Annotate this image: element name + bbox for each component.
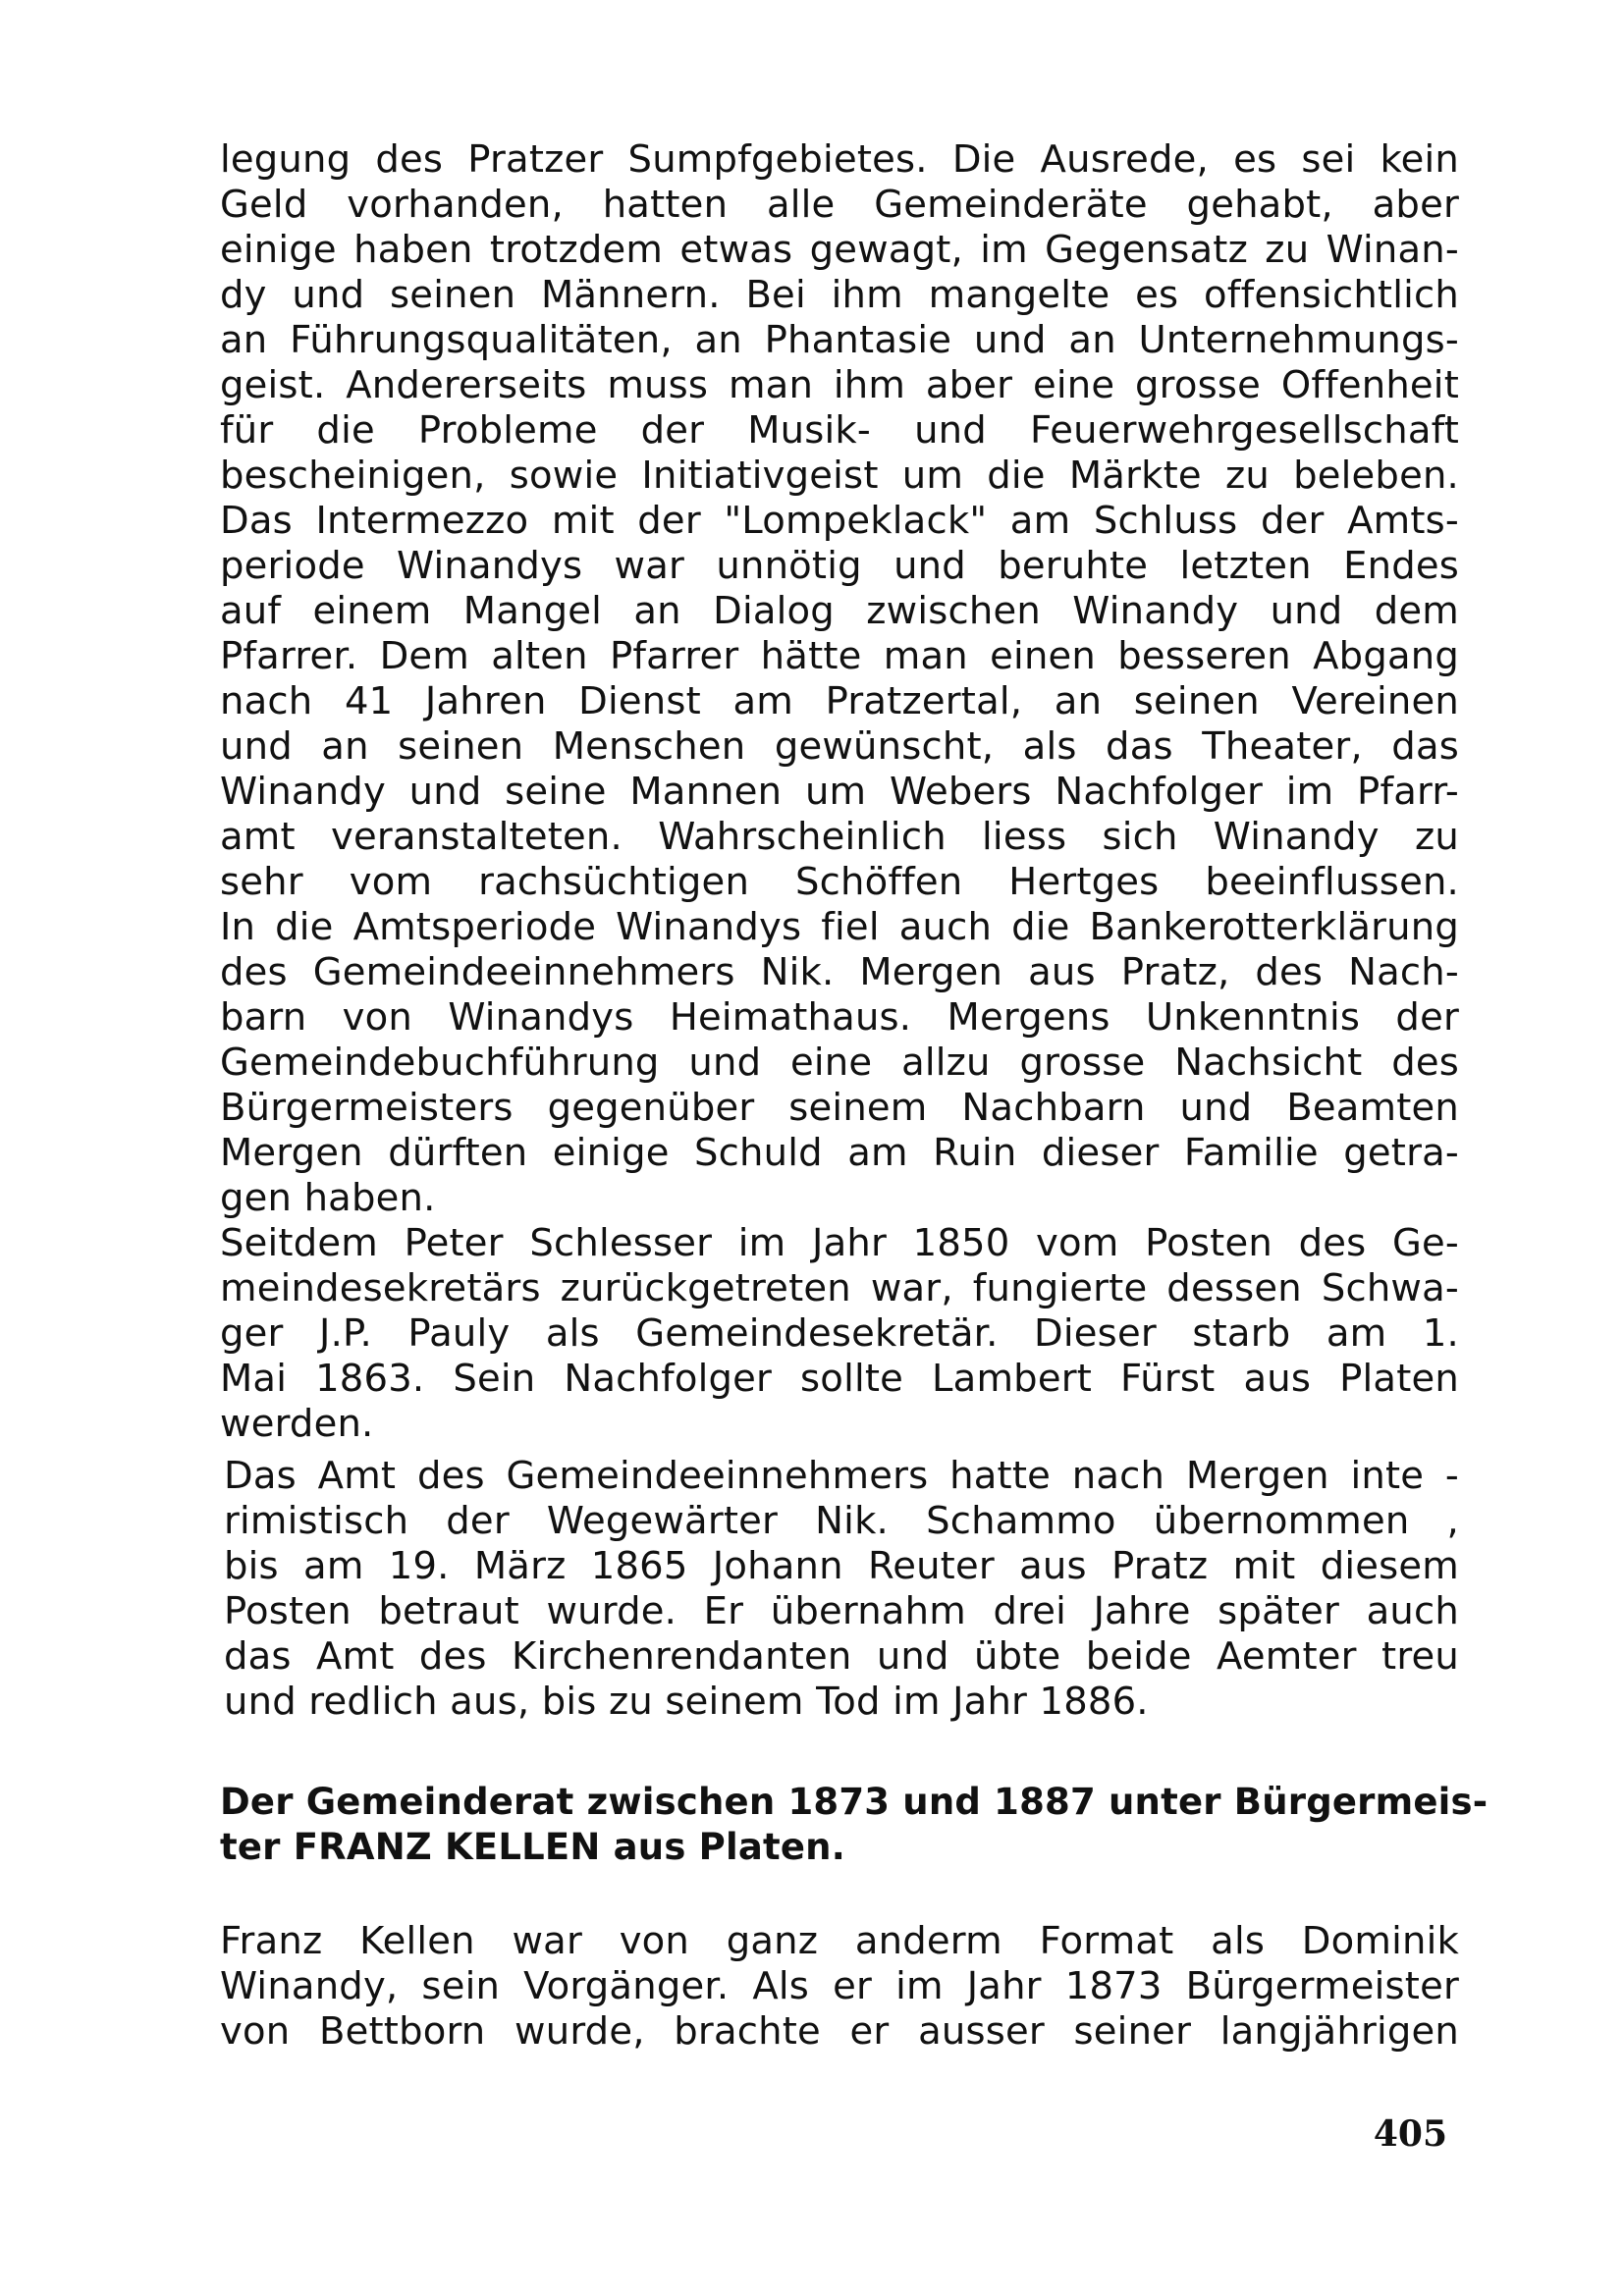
text-line: bis am 19. März 1865 Johann Reuter aus Pratz mit diesem xyxy=(224,1544,1459,1588)
heading-line: Der Gemeinderat zwischen 1873 und 1887 unter Bürgermeis- xyxy=(220,1781,1489,1823)
text-line: Gemeindebuchführung und eine allzu grosse Nachsicht des xyxy=(220,1041,1459,1085)
text-line: meindesekretärs zurückgetreten war, fungierte dessen Schwa- xyxy=(220,1266,1459,1310)
text-line: legung des Pratzer Sumpfgebietes. Die Ausrede, es sei kein xyxy=(220,137,1459,182)
text-line: an Führungsqualitäten, an Phantasie und an Unternehmungs- xyxy=(220,318,1459,362)
text-line: bescheinigen, sowie Initiativgeist um die Märkte zu beleben. xyxy=(220,454,1459,498)
heading-line: ter FRANZ KELLEN aus Platen. xyxy=(220,1826,845,1868)
text-line: Posten betraut wurde. Er übernahm drei Jahre später auch xyxy=(224,1589,1459,1633)
text-line: das Amt des Kirchenrendanten und übte beide Aemter treu xyxy=(224,1634,1459,1679)
text-line: von Bettborn wurde, brachte er ausser seiner langjährigen xyxy=(220,2009,1459,2054)
text-line: dy und seinen Männern. Bei ihm mangelte es offensichtlich xyxy=(220,273,1459,317)
text-line: barn von Winandys Heimathaus. Mergens Unkenntnis der xyxy=(220,995,1459,1040)
text-line: nach 41 Jahren Dienst am Pratzertal, an seinen Vereinen xyxy=(220,679,1459,723)
page-number: 405 xyxy=(1373,2113,1447,2155)
text-line: Das Intermezzo mit der "Lompeklack" am Schluss der Amts- xyxy=(220,499,1459,543)
text-line: Das Amt des Gemeindeeinnehmers hatte nach Mergen inte - xyxy=(224,1454,1459,1498)
text-line: Seitdem Peter Schlesser im Jahr 1850 vom Posten des Ge- xyxy=(220,1221,1459,1265)
text-line: Winandy, sein Vorgänger. Als er im Jahr 1873 Bürgermeister xyxy=(220,1964,1459,2008)
text-line: geist. Andererseits muss man ihm aber eine grosse Offenheit xyxy=(220,363,1459,407)
text-line: Winandy und seine Mannen um Webers Nachfolger im Pfarr- xyxy=(220,770,1459,814)
text-line: Bürgermeisters gegenüber seinem Nachbarn und Beamten xyxy=(220,1086,1459,1130)
text-line: und an seinen Menschen gewünscht, als das Theater, das xyxy=(220,724,1459,769)
text-line: und redlich aus, bis zu seinem Tod im Jahr 1886. xyxy=(224,1680,1149,1724)
text-line: amt veranstalteten. Wahrscheinlich liess sich Winandy zu xyxy=(220,815,1459,859)
text-line: werden. xyxy=(220,1402,374,1446)
text-line: sehr vom rachsüchtigen Schöffen Hertges beeinflussen. xyxy=(220,860,1459,904)
text-line: periode Winandys war unnötig und beruhte letzten Endes xyxy=(220,544,1459,588)
text-line: auf einem Mangel an Dialog zwischen Winandy und dem xyxy=(220,589,1459,633)
text-line: einige haben trotzdem etwas gewagt, im Gegensatz zu Winan- xyxy=(220,228,1459,272)
text-line: ger J.P. Pauly als Gemeindesekretär. Dieser starb am 1. xyxy=(220,1311,1459,1356)
text-line: In die Amtsperiode Winandys fiel auch die Bankerotterklärung xyxy=(220,905,1459,949)
text-line: für die Probleme der Musik- und Feuerwehrgesellschaft xyxy=(220,408,1459,453)
text-line: rimistisch der Wegewärter Nik. Schammo übernommen , xyxy=(224,1499,1459,1543)
text-line: des Gemeindeeinnehmers Nik. Mergen aus Pratz, des Nach- xyxy=(220,950,1459,994)
text-line: gen haben. xyxy=(220,1176,436,1220)
text-line: Geld vorhanden, hatten alle Gemeinderäte gehabt, aber xyxy=(220,183,1459,227)
text-line: Mergen dürften einige Schuld am Ruin dieser Familie getra- xyxy=(220,1131,1459,1175)
text-line: Franz Kellen war von ganz anderm Format als Dominik xyxy=(220,1919,1459,1963)
text-line: Pfarrer. Dem alten Pfarrer hätte man einen besseren Abgang xyxy=(220,634,1459,678)
text-line: Mai 1863. Sein Nachfolger sollte Lambert Fürst aus Platen xyxy=(220,1357,1459,1401)
